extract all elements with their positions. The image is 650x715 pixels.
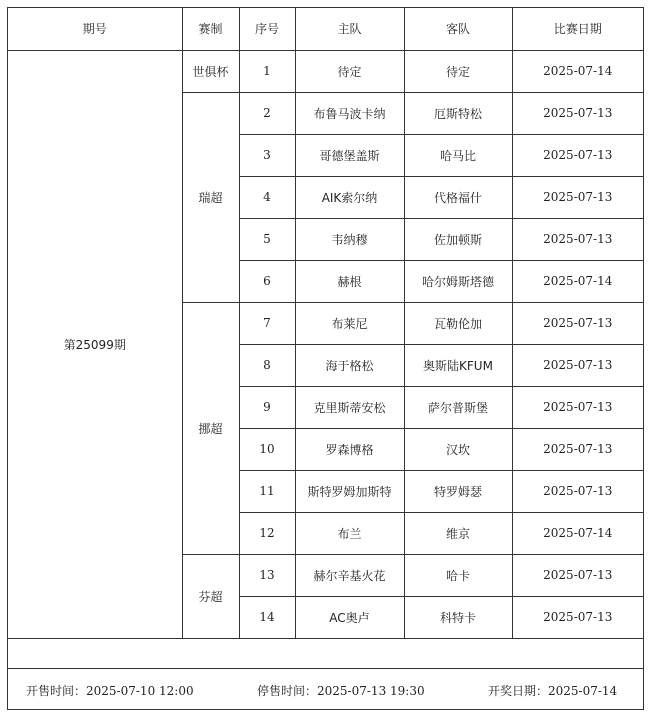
open-time-label: 开售时间： — [26, 684, 87, 698]
away-team-cell: 科特卡 — [404, 596, 512, 638]
seq-cell: 12 — [239, 512, 295, 554]
home-team-cell: AIK索尔纳 — [295, 176, 404, 218]
away-team-cell: 哈马比 — [404, 134, 512, 176]
header-date: 比赛日期 — [512, 8, 643, 50]
period-cell: 第25099期 — [8, 50, 182, 638]
home-team-cell: 赫根 — [295, 260, 404, 302]
home-team-cell: 哥德堡盖斯 — [295, 134, 404, 176]
open-time — [26, 682, 194, 699]
away-team-cell: 瓦勒伦加 — [404, 302, 512, 344]
match-date-cell: 2025-07-13 — [512, 92, 643, 134]
match-date-cell: 2025-07-14 — [512, 512, 643, 554]
draw-date-value: 2025-07-14 — [548, 684, 618, 698]
match-date-cell: 2025-07-13 — [512, 302, 643, 344]
away-team-cell: 维京 — [404, 512, 512, 554]
schedule-sheet — [7, 7, 644, 710]
header-league: 赛制 — [182, 8, 239, 50]
seq-cell: 11 — [239, 470, 295, 512]
away-team-cell: 奥斯陆KFUM — [404, 344, 512, 386]
seq-cell: 8 — [239, 344, 295, 386]
match-date-cell: 2025-07-13 — [512, 428, 643, 470]
match-date-cell: 2025-07-14 — [512, 50, 643, 92]
away-team-cell: 待定 — [404, 50, 512, 92]
home-team-cell: 海于格松 — [295, 344, 404, 386]
header-seq: 序号 — [239, 8, 295, 50]
open-time-value: 2025-07-10 12:00 — [86, 684, 194, 698]
seq-cell: 4 — [239, 176, 295, 218]
home-team-cell: 克里斯蒂安松 — [295, 386, 404, 428]
away-team-cell: 哈尔姆斯塔德 — [404, 260, 512, 302]
home-team-cell: 罗森博格 — [295, 428, 404, 470]
match-date-cell: 2025-07-13 — [512, 470, 643, 512]
seq-cell: 10 — [239, 428, 295, 470]
home-team-cell: 赫尔辛基火花 — [295, 554, 404, 596]
away-team-cell: 汉坎 — [404, 428, 512, 470]
match-date-cell: 2025-07-14 — [512, 260, 643, 302]
blank-row — [8, 638, 643, 669]
away-team-cell: 哈卡 — [404, 554, 512, 596]
match-date-cell: 2025-07-13 — [512, 134, 643, 176]
stop-time — [257, 682, 425, 699]
home-team-cell: 待定 — [295, 50, 404, 92]
match-date-cell: 2025-07-13 — [512, 596, 643, 638]
match-date-cell: 2025-07-13 — [512, 554, 643, 596]
league-cell: 世俱杯 — [182, 50, 239, 92]
seq-cell: 3 — [239, 134, 295, 176]
match-date-cell: 2025-07-13 — [512, 176, 643, 218]
home-team-cell: AC奥卢 — [295, 596, 404, 638]
home-team-cell: 斯特罗姆加斯特 — [295, 470, 404, 512]
home-team-cell: 布鲁马波卡纳 — [295, 92, 404, 134]
away-team-cell: 萨尔普斯堡 — [404, 386, 512, 428]
away-team-cell: 代格福什 — [404, 176, 512, 218]
stop-time-label: 停售时间： — [257, 684, 318, 698]
away-team-cell: 佐加顿斯 — [404, 218, 512, 260]
seq-cell: 1 — [239, 50, 295, 92]
seq-cell: 6 — [239, 260, 295, 302]
header-home: 主队 — [295, 8, 404, 50]
match-date-cell: 2025-07-13 — [512, 218, 643, 260]
sale-info-footer — [8, 669, 643, 709]
draw-date — [488, 682, 617, 699]
stop-time-value: 2025-07-13 19:30 — [317, 684, 425, 698]
match-table — [8, 8, 643, 639]
league-cell: 芬超 — [182, 554, 239, 638]
seq-cell: 13 — [239, 554, 295, 596]
table-row — [8, 50, 643, 92]
away-team-cell: 特罗姆瑟 — [404, 470, 512, 512]
header-row — [8, 8, 643, 50]
seq-cell: 9 — [239, 386, 295, 428]
header-period: 期号 — [8, 8, 182, 50]
home-team-cell: 布莱尼 — [295, 302, 404, 344]
league-cell: 瑞超 — [182, 92, 239, 302]
home-team-cell: 布兰 — [295, 512, 404, 554]
match-date-cell: 2025-07-13 — [512, 386, 643, 428]
header-away: 客队 — [404, 8, 512, 50]
seq-cell: 14 — [239, 596, 295, 638]
league-cell: 挪超 — [182, 302, 239, 554]
match-date-cell: 2025-07-13 — [512, 344, 643, 386]
seq-cell: 2 — [239, 92, 295, 134]
seq-cell: 7 — [239, 302, 295, 344]
draw-date-label: 开奖日期： — [488, 684, 549, 698]
away-team-cell: 厄斯特松 — [404, 92, 512, 134]
seq-cell: 5 — [239, 218, 295, 260]
home-team-cell: 韦纳穆 — [295, 218, 404, 260]
